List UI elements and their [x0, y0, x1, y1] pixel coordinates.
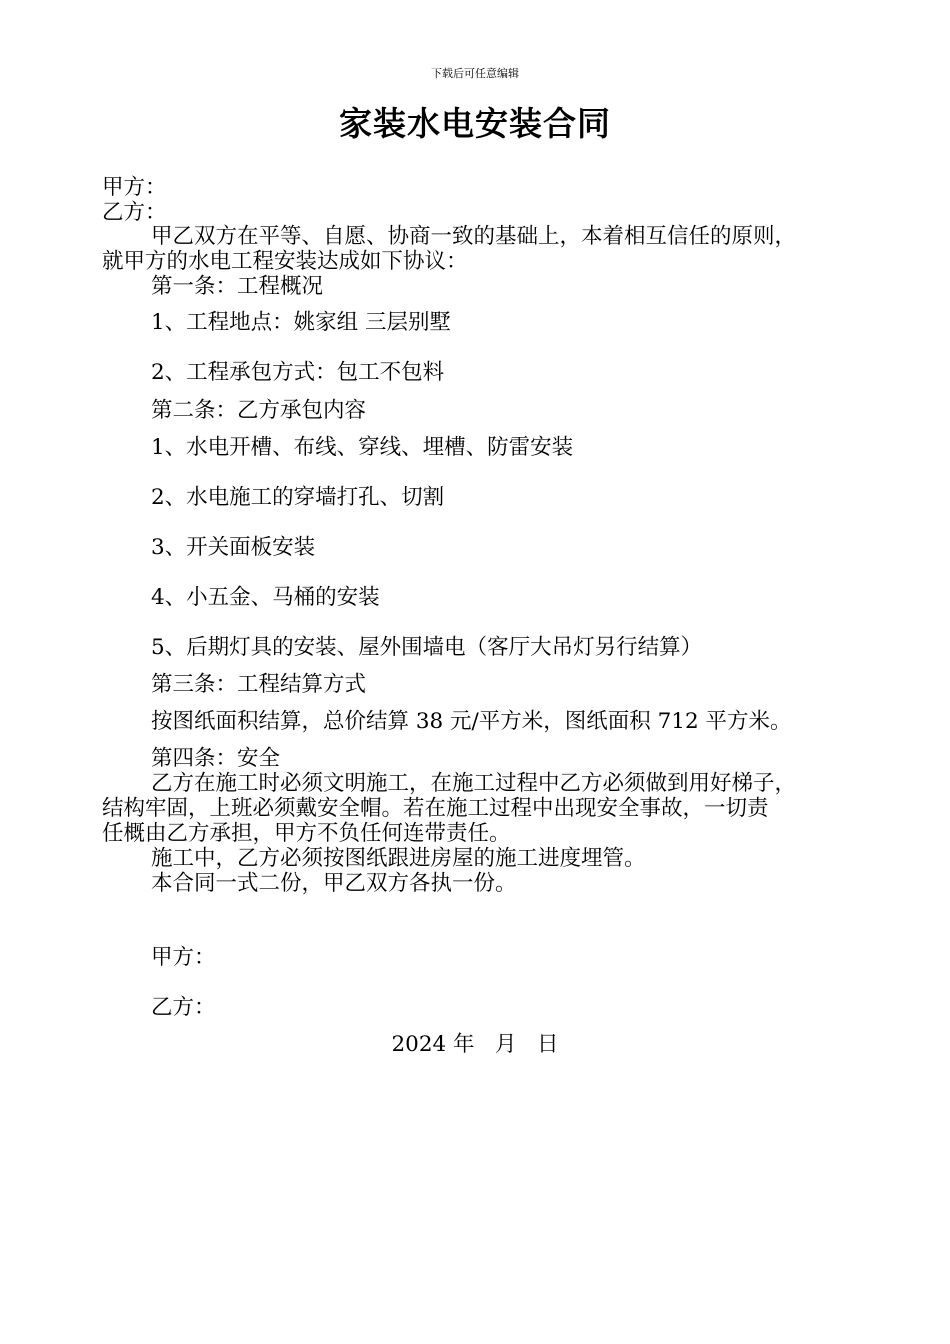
article-1-item: 1、工程地点：姚家组 三层别墅 — [151, 310, 452, 335]
clause-pipe: 施工中，乙方必须按图纸跟进房屋的施工进度埋管。 — [151, 846, 646, 871]
signature-party-b: 乙方： — [151, 995, 216, 1020]
party-a-label: 甲方： — [102, 175, 167, 200]
article-2-item: 4、小五金、马桶的安装 — [151, 585, 380, 610]
signing-date: 2024 年 月 日 — [391, 1032, 559, 1057]
article-3-heading: 第三条：工程结算方式 — [151, 672, 367, 697]
article-3-text: 按图纸面积结算，总价结算 38 元/平方米，图纸面积 712 平方米。 — [151, 709, 792, 734]
article-2-heading: 第二条：乙方承包内容 — [151, 398, 367, 423]
article-2-item: 3、开关面板安装 — [151, 535, 316, 560]
article-4-heading: 第四条：安全 — [151, 746, 281, 771]
article-2-item: 5、后期灯具的安装、屋外围墙电（客厅大吊灯另行结算） — [151, 635, 703, 660]
article-2-item: 2、水电施工的穿墙打孔、切割 — [151, 485, 445, 510]
article-2-item: 1、水电开槽、布线、穿线、埋槽、防雷安装 — [151, 435, 574, 460]
article-4-line: 结构牢固，上班必须戴安全帽。若在施工过程中出现安全事故，一切责 — [102, 796, 769, 821]
article-4-line: 乙方在施工时必须文明施工，在施工过程中乙方必须做到用好梯子， — [151, 771, 797, 796]
party-b-label: 乙方： — [102, 200, 167, 225]
signature-party-a: 甲方： — [151, 945, 216, 970]
clause-copies: 本合同一式二份，甲乙双方各执一份。 — [151, 871, 517, 896]
page-title: 家装水电安装合同 — [339, 104, 611, 143]
article-4-line: 任概由乙方承担，甲方不负任何连带责任。 — [102, 821, 511, 846]
intro-line-2: 就甲方的水电工程安装达成如下协议： — [102, 249, 468, 274]
article-1-item: 2、工程承包方式：包工不包料 — [151, 360, 445, 385]
header-note: 下载后可任意编辑 — [431, 67, 519, 80]
intro-line-1: 甲乙双方在平等、自愿、协商一致的基础上，本着相互信任的原则， — [151, 224, 797, 249]
article-1-heading: 第一条：工程概况 — [151, 274, 324, 299]
